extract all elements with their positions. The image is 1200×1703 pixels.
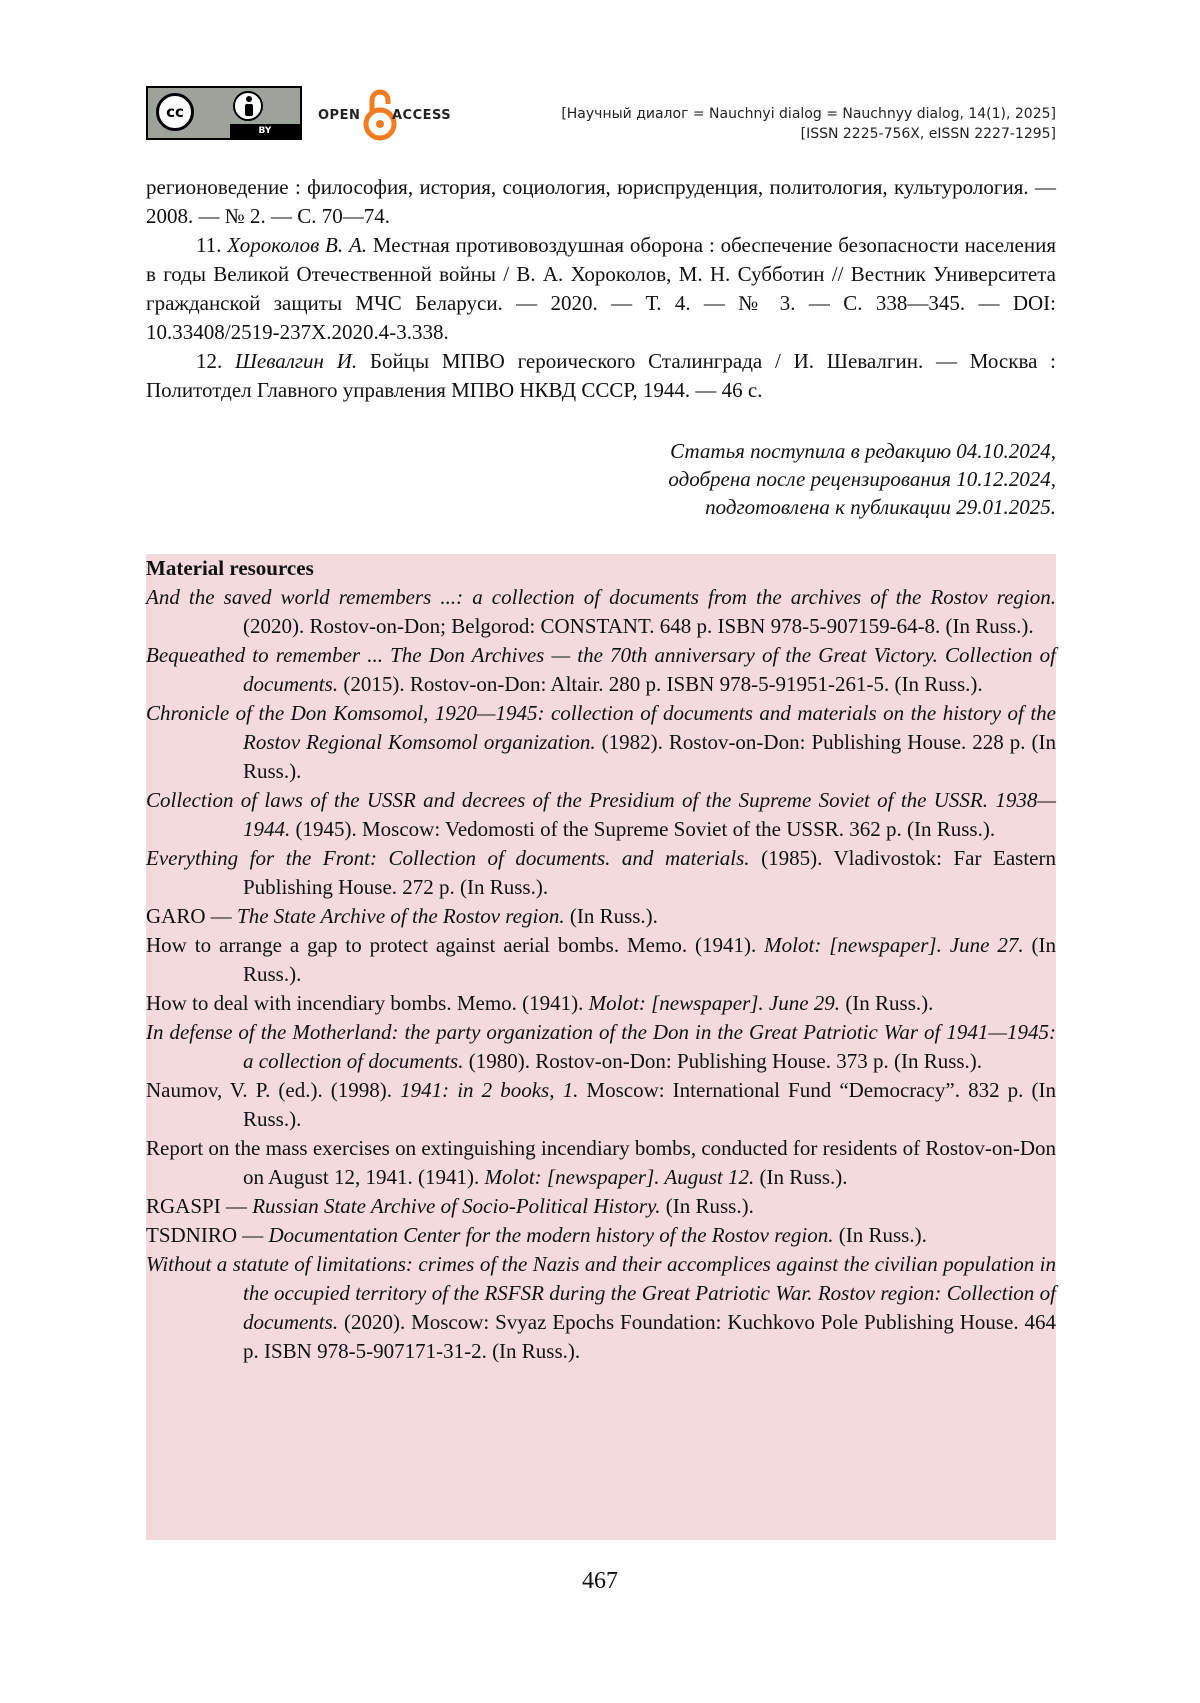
- references-list: [146, 173, 1056, 405]
- reference-12: 12. Шевалгин И. Бойцы МПВО героического Сталинграда / И. Шевалгин. — Москва : Политотдел Главного управления МПВО НКВД СССР, 1944. — 46 с.: [146, 347, 1056, 405]
- material-entry: Bequeathed to remember ... The Don Archives — the 70th anniversary of the Great Victory. Collection of documents. (2015). Rostov-on-Don: Altair. 280 p. ISBN 978-5-91951-261-5. (In Russ.).: [146, 641, 1056, 699]
- article-dates: [146, 437, 1056, 521]
- journal-page: [0, 0, 1200, 1703]
- material-entry: Report on the mass exercises on extinguishing incendiary bombs, conducted for residents of Rostov-on-Don on August 12, 1941. (1941). Molot: [newspaper]. August 12. (In Russ.).: [146, 1134, 1056, 1192]
- material-entry: In defense of the Motherland: the party organization of the Don in the Great Patriotic War of 1941—1945: a collection of documents. (1980). Rostov-on-Don: Publishing House. 373 p. (In Russ.).: [146, 1018, 1056, 1076]
- cc-by-label: BY: [230, 124, 300, 138]
- oa-open-text: OPEN: [318, 108, 360, 123]
- material-entry: How to deal with incendiary bombs. Memo. (1941). Molot: [newspaper]. June 29. (In Russ.).: [146, 989, 1056, 1018]
- open-access-logo: [318, 84, 468, 144]
- journal-citation: [561, 104, 1056, 144]
- material-entry: RGASPI — Russian State Archive of Socio-Political History. (In Russ.).: [146, 1192, 1056, 1221]
- date-received: Статья поступила в редакцию 04.10.2024,: [146, 437, 1056, 465]
- person-icon: [233, 91, 263, 121]
- page-header: [146, 84, 1056, 148]
- material-entry: TSDNIRO — Documentation Center for the modern history of the Rostov region. (In Russ.).: [146, 1221, 1056, 1250]
- cc-by-license-badge: [146, 86, 302, 140]
- reference-10-continued: регионоведение : философия, история, социология, юриспруденция, политология, культурология. — 2008. — № 2. — С. 70—74.: [146, 173, 1056, 231]
- material-resources-section: [146, 554, 1056, 1540]
- citation-line-1: [Научный диалог = Nauchnyi dialog = Nauchnyy dialog, 14(1), 2025]: [561, 104, 1056, 124]
- material-entry: Naumov, V. P. (ed.). (1998). 1941: in 2 books, 1. Moscow: International Fund “Democracy”. 832 p. (In Russ.).: [146, 1076, 1056, 1134]
- cc-icon: cc: [156, 93, 194, 131]
- material-resources-heading: Material resources: [146, 554, 1056, 583]
- material-entry: Everything for the Front: Collection of documents. and materials. (1985). Vladivostok: Far Eastern Publishing House. 272 p. (In Russ.).: [146, 844, 1056, 902]
- date-prepared: подготовлена к публикации 29.01.2025.: [146, 493, 1056, 521]
- material-entry: Without a statute of limitations: crimes of the Nazis and their accomplices against the civilian population in the occupied territory of the RSFSR during the Great Patriotic War. Rostov region: Collection of documents. (2020). Moscow: Svyaz Epochs Foundation: Kuchkovo Pole Publishing House. 464 p. ISBN 978-5-907171-31-2. (In Russ.).: [146, 1250, 1056, 1366]
- date-approved: одобрена после рецензирования 10.12.2024,: [146, 465, 1056, 493]
- material-entry: GARO — The State Archive of the Rostov region. (In Russ.).: [146, 902, 1056, 931]
- material-entry: And the saved world remembers ...: a collection of documents from the archives of the Rostov region. (2020). Rostov-on-Don; Belgorod: CONSTANT. 648 p. ISBN 978-5-907159-64-8. (In Russ.).: [146, 583, 1056, 641]
- material-entry: Collection of laws of the USSR and decrees of the Presidium of the Supreme Soviet of the USSR. 1938—1944. (1945). Moscow: Vedomosti of the Supreme Soviet of the USSR. 362 p. (In Russ.).: [146, 786, 1056, 844]
- citation-line-2: [ISSN 2225-756X, eISSN 2227-1295]: [561, 124, 1056, 144]
- oa-access-text: ACCESS: [392, 108, 451, 123]
- reference-11-author: Хороколов В. А.: [227, 233, 367, 257]
- material-entry: Chronicle of the Don Komsomol, 1920—1945: collection of documents and materials on the history of the Rostov Regional Komsomol organization. (1982). Rostov-on-Don: Publishing House. 228 p. (In Russ.).: [146, 699, 1056, 786]
- reference-12-author: Шевалгин И.: [235, 349, 357, 373]
- material-entry: How to arrange a gap to protect against aerial bombs. Memo. (1941). Molot: [newspaper]. June 27. (In Russ.).: [146, 931, 1056, 989]
- page-number: 467: [0, 1568, 1200, 1595]
- reference-11: 11. Хороколов В. А. Местная противовоздушная оборона : обеспечение безопасности населения в годы Великой Отечественной войны / В. А. Хороколов, М. Н. Субботин // Вестник Университета гражданской защиты МЧС Беларуси. — 2020. — Т. 4. — № 3. — С. 338—345. — DOI: 10.33408/2519-237X.2020.4-3.338.: [146, 231, 1056, 347]
